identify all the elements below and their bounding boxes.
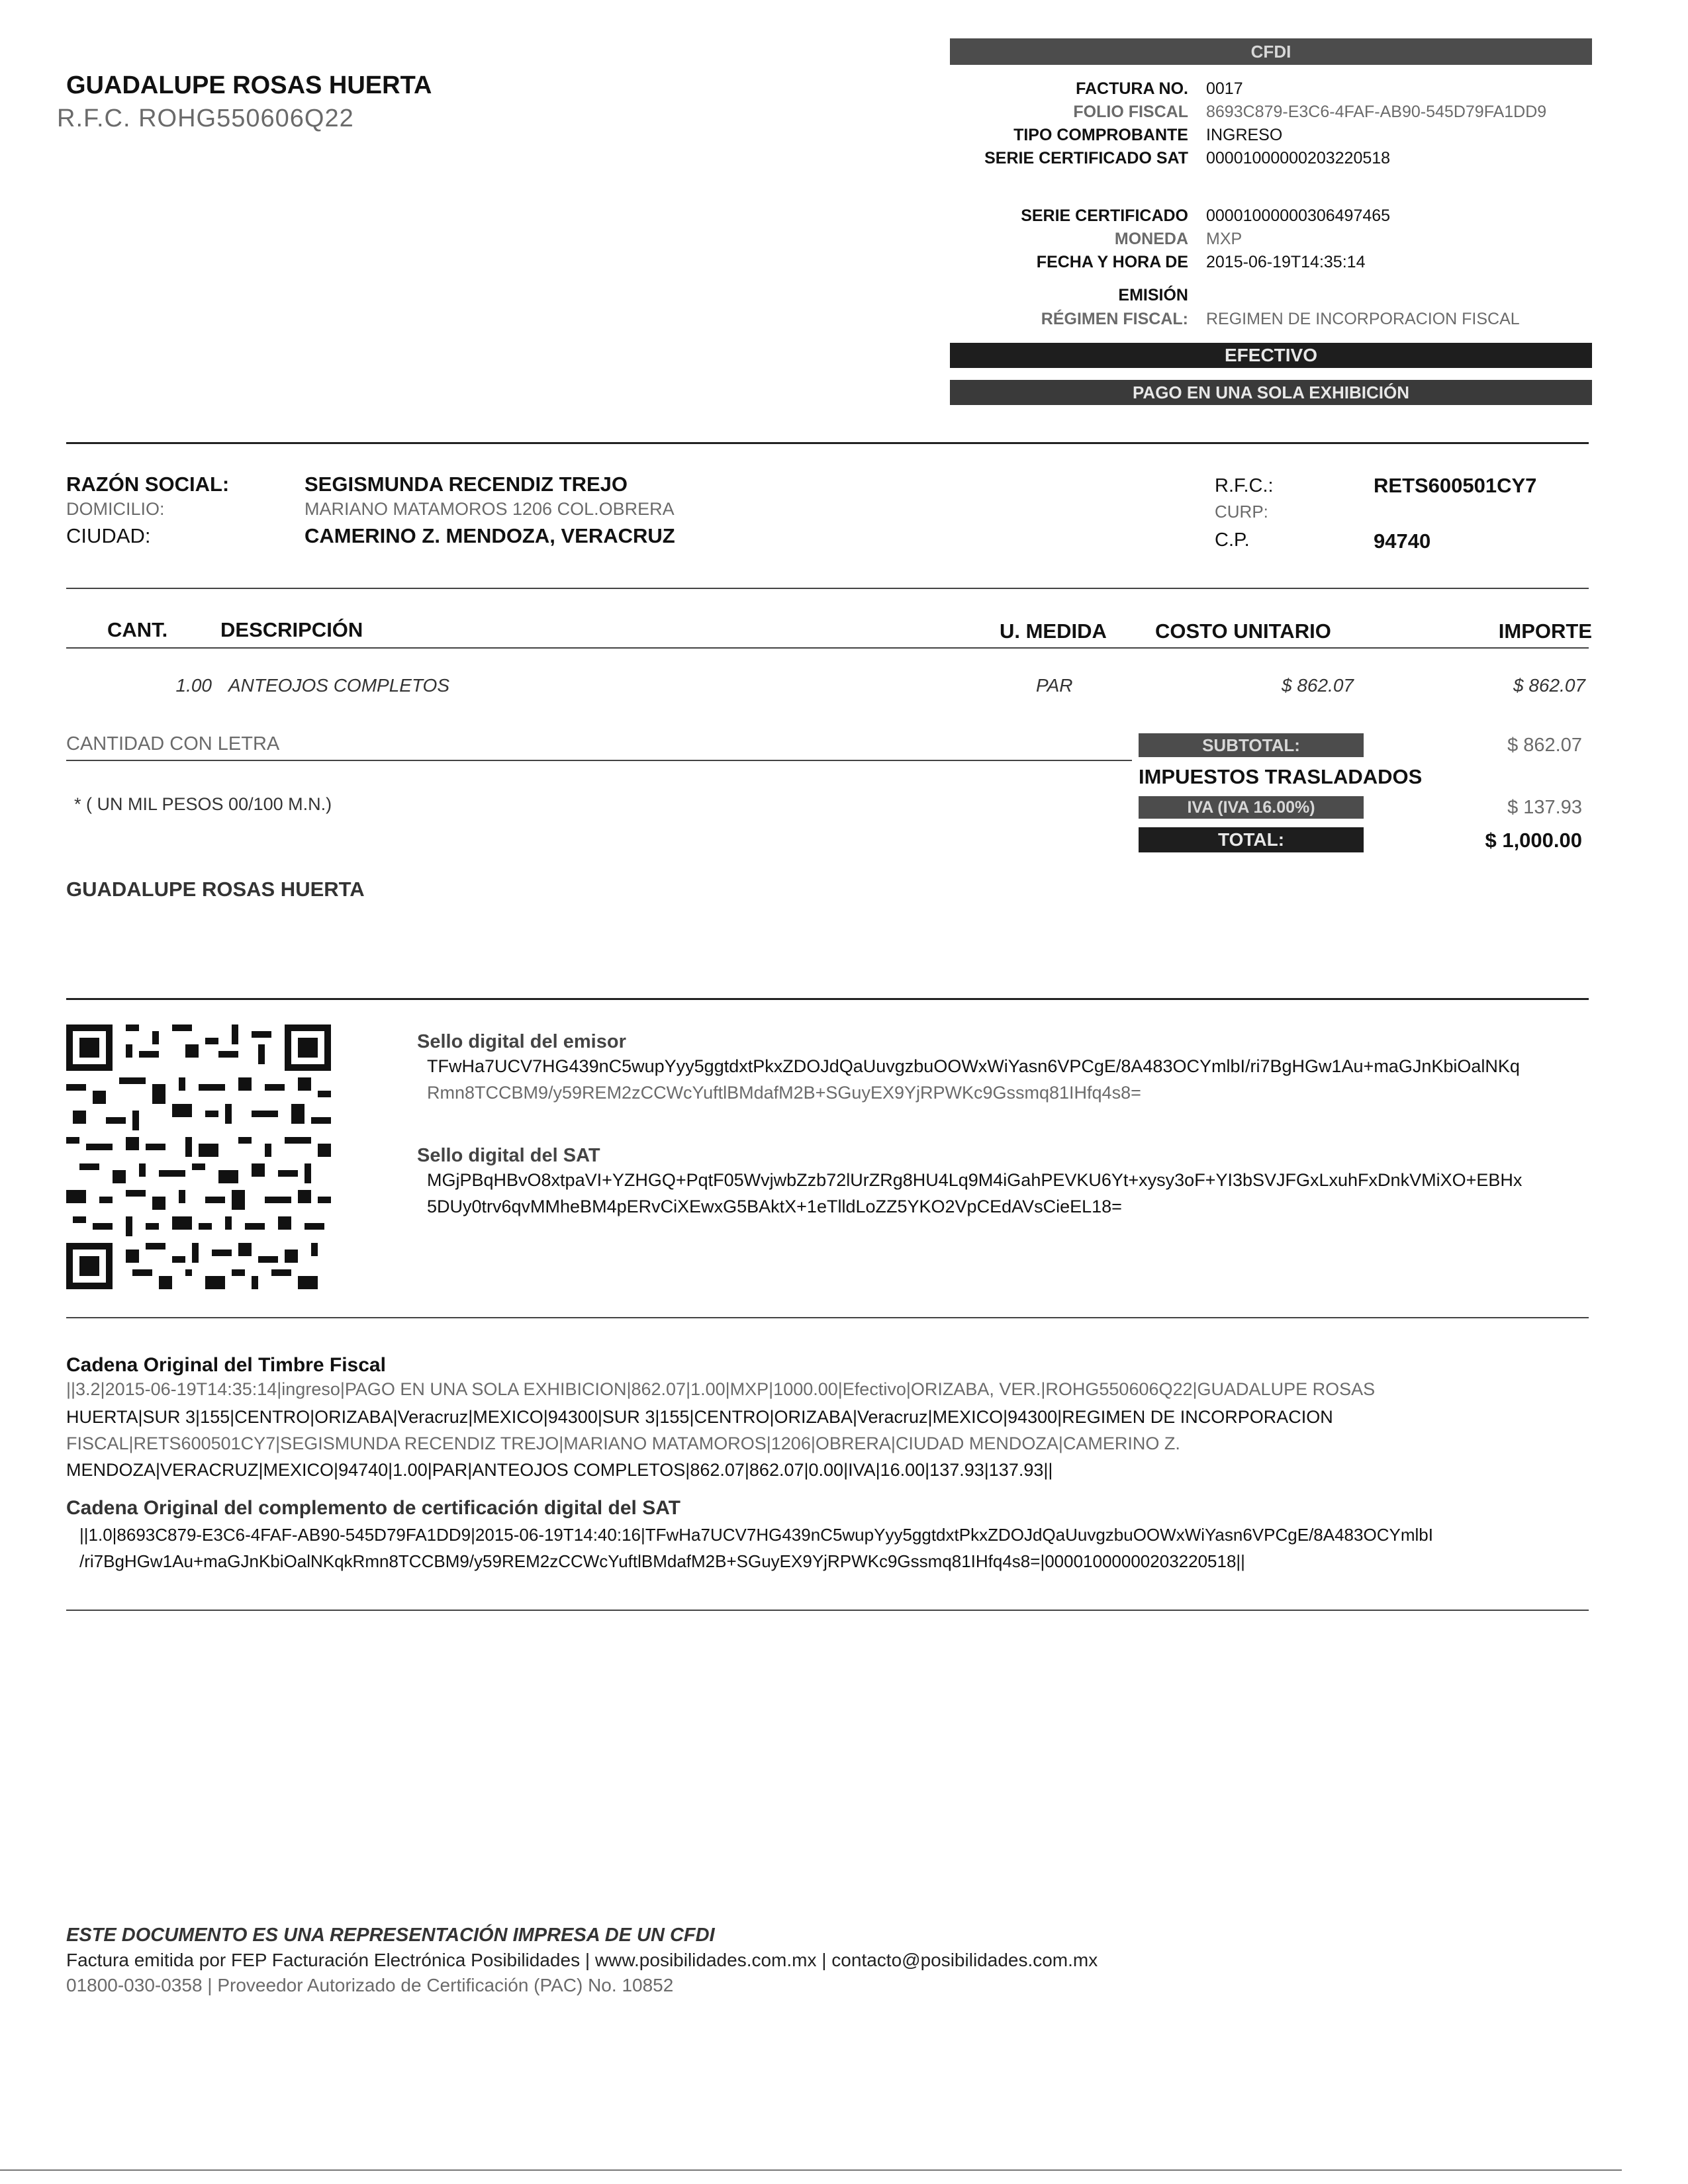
cfdi-label-moneda: MONEDA: [1114, 230, 1188, 248]
cfdi-value-fecha: 2015-06-19T14:35:14: [1206, 253, 1366, 271]
cadena-timbre-line: MENDOZA|VERACRUZ|MEXICO|94740|1.00|PAR|ANTEOJOS COMPLETOS|862.07|862.07|0.00|IVA|16.00|137.93|137.93||: [66, 1460, 1053, 1480]
row-importe: $ 862.07: [1513, 675, 1585, 696]
razon-value: SEGISMUNDA RECENDIZ TREJO: [305, 473, 628, 496]
divider: [66, 998, 1589, 1000]
taxes-heading: IMPUESTOS TRASLADADOS: [1139, 765, 1423, 788]
divider: [66, 1610, 1589, 1611]
footer-heading: ESTE DOCUMENTO ES UNA REPRESENTACIÓN IMPRESA DE UN CFDI: [66, 1925, 715, 1946]
seal-sat-title: Sello digital del SAT: [417, 1145, 600, 1166]
cfdi-value-tipo: INGRESO: [1206, 126, 1283, 144]
row-cant: 1.00: [175, 675, 212, 696]
cadena-sat-title: Cadena Original del complemento de certificación digital del SAT: [66, 1497, 680, 1519]
ciudad-label: CIUDAD:: [66, 524, 151, 547]
col-header-unidad: U. MEDIDA: [1000, 619, 1107, 643]
cfdi-header-label: CFDI: [1250, 42, 1291, 62]
col-header-costo: COSTO UNITARIO: [1155, 619, 1331, 643]
divider: [66, 588, 1589, 589]
razon-label: RAZÓN SOCIAL:: [66, 473, 230, 496]
subtotal-label-bar: [1139, 733, 1364, 757]
divider: [66, 442, 1589, 444]
issuer-name: GUADALUPE ROSAS HUERTA: [66, 71, 432, 99]
payment-form-bar: [950, 380, 1592, 405]
seal-emisor-title: Sello digital del emisor: [417, 1031, 626, 1052]
seal-emisor-line: Rmn8TCCBM9/y59REM2zCCWcYuftlBMdafM2B+SGuyEX9YjRPWKc9Gssmq81IHfq4s8=: [427, 1083, 1141, 1103]
cadena-timbre-line: HUERTA|SUR 3|155|CENTRO|ORIZABA|Veracruz|MEXICO|94300|SUR 3|155|CENTRO|ORIZABA|Veracruz|MEXICO|94300|REGIMEN DE INCORPORACION: [66, 1407, 1333, 1427]
footer-line: Factura emitida por FEP Facturación Electrónica Posibilidades | www.posibilidades.com.mx | contacto@posibilidades.com.mx: [66, 1950, 1098, 1970]
amount-words-label: CANTIDAD CON LETRA: [66, 733, 280, 754]
rfc-value: RETS600501CY7: [1374, 474, 1537, 497]
subtotal-value: $ 862.07: [1507, 735, 1582, 756]
signature-name: GUADALUPE ROSAS HUERTA: [66, 878, 365, 901]
cfdi-value-serie: 00001000000306497465: [1206, 206, 1391, 225]
row-unidad: PAR: [1036, 675, 1073, 696]
payment-form: PAGO EN UNA SOLA EXHIBICIÓN: [1133, 383, 1409, 402]
cfdi-value-regimen: REGIMEN DE INCORPORACION FISCAL: [1206, 310, 1520, 328]
seal-emisor-line: TFwHa7UCV7HG439nC5wupYyy5ggtdxtPkxZDOJdQaUuvgzbuOOWxWiYasn6VPCgE/8A483OCYmlbI/ri7BgHGw1Au+maGJnKbiOalNKq: [427, 1056, 1520, 1076]
cadena-timbre-title: Cadena Original del Timbre Fiscal: [66, 1354, 386, 1376]
cfdi-value-folio: 8693C879-E3C6-4FAF-AB90-545D79FA1DD9: [1206, 103, 1547, 121]
cfdi-value-factura: 0017: [1206, 79, 1243, 98]
col-header-descripcion: DESCRIPCIÓN: [220, 618, 363, 641]
issuer-rfc: R.F.C. ROHG550606Q22: [57, 105, 354, 132]
cadena-sat-line: /ri7BgHGw1Au+maGJnKbiOalNKqkRmn8TCCBM9/y59REM2zCCWcYuftlBMdafM2B+SGuyEX9YjRPWKc9Gssmq81IHfq4s8=|00001000000203220518||: [79, 1551, 1245, 1571]
domicilio-value: MARIANO MATAMOROS 1206 COL.OBRERA: [305, 499, 675, 519]
total-label: TOTAL:: [1217, 829, 1285, 850]
cfdi-value-moneda: MXP: [1206, 230, 1243, 248]
table-header-rule: [66, 647, 1589, 649]
cp-value: 94740: [1374, 529, 1431, 553]
cadena-sat-line: ||1.0|8693C879-E3C6-4FAF-AB90-545D79FA1DD9|2015-06-19T14:40:16|TFwHa7UCV7HG439nC5wupYyy5ggtdxtPkxZDOJdQaUuvgzbuOOWxWiYasn6VPCgE/8A483OCYmlbI: [79, 1525, 1433, 1545]
iva-label: IVA (IVA 16.00%): [1187, 798, 1315, 817]
cfdi-label-serie-sat: SERIE CERTIFICADO SAT: [984, 149, 1188, 167]
total-value: $ 1,000.00: [1485, 829, 1582, 852]
page-edge-line: [0, 2169, 1622, 2171]
cfdi-label-fecha: FECHA Y HORA DE: [1036, 253, 1188, 271]
iva-label-bar: [1139, 796, 1364, 819]
row-costo: $ 862.07: [1282, 675, 1354, 696]
seal-sat-line: MGjPBqHBvO8xtpaVI+YZHGQ+PqtF05WvjwbZzb72lUrZRg8HU4Lq9M4iGahPEVKU6Yt+xysy3oF+YI3bSVJFGxLxuhFxDnkVMiXO+EBHx: [427, 1170, 1523, 1190]
seal-sat-line: 5DUy0trv6qvMMheBM4pERvCiXEwxG5BAktX+1eTlldLoZZ5YKO2VpCEdAVsCieEL18=: [427, 1197, 1122, 1216]
footer-line: 01800-030-0358 | Proveedor Autorizado de Certificación (PAC) No. 10852: [66, 1975, 674, 1995]
cfdi-label-emision: EMISIÓN: [1118, 286, 1188, 304]
cadena-timbre-line: ||3.2|2015-06-19T14:35:14|ingreso|PAGO EN UNA SOLA EXHIBICION|862.07|1.00|MXP|1000.00|Efectivo|ORIZABA, VER.|ROHG550606Q22|GUADALUPE ROSAS: [66, 1379, 1376, 1399]
cadena-timbre-line: FISCAL|RETS600501CY7|SEGISMUNDA RECENDIZ TREJO|MARIANO MATAMOROS|1206|OBRERA|CIUDAD MENDOZA|CAMERINO Z.: [66, 1433, 1180, 1453]
payment-method-bar: [950, 343, 1592, 368]
rfc-label: R.F.C.:: [1215, 475, 1274, 496]
cfdi-label-tipo: TIPO COMPROBANTE: [1013, 126, 1188, 144]
amount-words-rule: [66, 760, 1132, 761]
iva-value: $ 137.93: [1507, 797, 1582, 818]
col-header-importe: IMPORTE: [1498, 619, 1592, 643]
amount-words-value: * ( UN MIL PESOS 00/100 M.N.): [74, 794, 332, 814]
ciudad-value: CAMERINO Z. MENDOZA, VERACRUZ: [305, 524, 675, 547]
subtotal-label: SUBTOTAL:: [1202, 735, 1300, 755]
cfdi-header-bar: [950, 38, 1592, 65]
col-header-cant: CANT.: [107, 618, 168, 641]
cfdi-label-serie: SERIE CERTIFICADO: [1021, 206, 1188, 225]
divider: [66, 1317, 1589, 1318]
domicilio-label: DOMICILIO:: [66, 499, 165, 519]
row-descripcion: ANTEOJOS COMPLETOS: [228, 675, 449, 696]
total-label-bar: [1139, 827, 1364, 852]
cp-label: C.P.: [1215, 529, 1250, 551]
curp-label: CURP:: [1215, 502, 1268, 522]
qr-code: [66, 1024, 331, 1289]
cfdi-label-factura: FACTURA NO.: [1076, 79, 1188, 98]
payment-method: EFECTIVO: [1224, 345, 1317, 365]
cfdi-label-folio: FOLIO FISCAL: [1073, 103, 1188, 121]
cfdi-label-regimen: RÉGIMEN FISCAL:: [1041, 310, 1188, 328]
cfdi-value-serie-sat: 00001000000203220518: [1206, 149, 1391, 167]
